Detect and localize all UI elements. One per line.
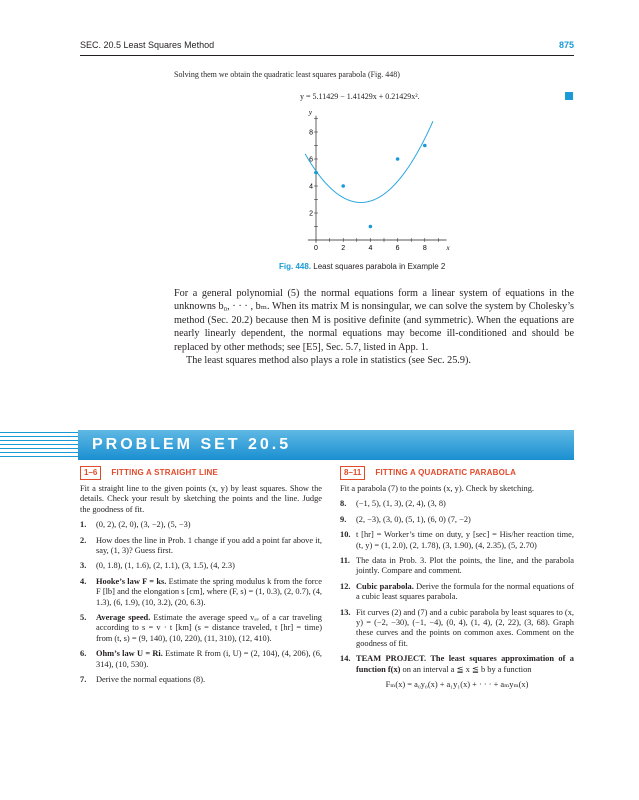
problem-text xyxy=(356,530,574,551)
problem-number: 7. xyxy=(80,675,87,685)
section-heading-title: FITTING A QUADRATIC PARABOLA xyxy=(375,467,517,477)
y-axis-label: y xyxy=(308,108,312,117)
page-number: 875 xyxy=(558,40,574,50)
problem-text xyxy=(356,499,574,509)
problem-body: t [hr] = Worker’s time on duty, y [sec] = His/her reaction time, (t, y) = (1, 2.0), (2, 1.78), (3, 1.90), (4, 2.35), (5, 2.70) xyxy=(356,530,574,550)
body-text xyxy=(174,287,574,367)
problem-text xyxy=(356,556,574,577)
problem-number: 1. xyxy=(80,520,87,530)
problem-text xyxy=(96,675,322,685)
problem-text xyxy=(356,515,574,525)
problem-number: 6. xyxy=(80,649,87,659)
problem-text xyxy=(96,613,322,644)
parabola-equation: y = 5.11429 − 1.41429x + 0.21429x². xyxy=(300,92,420,101)
figure-caption xyxy=(279,262,445,271)
y-tick-label: 4 xyxy=(309,183,313,191)
problem-number: 12. xyxy=(340,581,351,591)
problem-item xyxy=(340,608,574,650)
problem-body: Estimate the spring modulus k from the force F [lb] and the elongation s [cm], where (F, s) = (1, 0.3), (2, 0.7), (4, 1.3), (6, 1.9), (10, 3.2), (20, 6.3). xyxy=(96,576,322,607)
problem-body: Derive the formula for the normal equations of a cubic least squares parabola. xyxy=(356,581,574,602)
x-tick-label: 2 xyxy=(341,245,346,252)
problem-body: The data in Prob. 3. Plot the points, the line, and the parabola jointly. Compare and comment. xyxy=(356,556,574,576)
section-intro: Fit a parabola (7) to the points (x, y). Check by sketching. xyxy=(340,484,534,493)
data-point xyxy=(396,157,400,161)
problem-number: 14. xyxy=(340,654,351,664)
problem-body: (−1, 5), (1, 3), (2, 4), (3, 8) xyxy=(356,499,446,509)
x-tick-label: 8 xyxy=(422,245,427,252)
x-tick-label: 4 xyxy=(368,245,373,252)
problem-number: 5. xyxy=(80,613,87,623)
problem-item xyxy=(340,515,574,525)
problem-item xyxy=(80,520,322,530)
end-of-example-marker xyxy=(565,92,573,100)
problem-range: 1–6 xyxy=(80,466,101,480)
problem-text xyxy=(356,582,574,603)
problem-body: Estimate the average speed vₐᵥ of a car traveling according to s = v · t [km] (s = distance traveled, t [hr] = time) from (t, s) = (9, 140), (10, 220), (11, 310), (12, 410). xyxy=(96,613,322,643)
problem-number: 8. xyxy=(340,499,347,509)
x-tick-label: 6 xyxy=(395,245,400,252)
body-paragraph: The least squares method also plays a role in statistics (see Sec. 25.9). xyxy=(186,355,471,367)
problem-number: 2. xyxy=(80,535,87,545)
problem-bold-lead: Average speed. xyxy=(96,613,151,623)
problem-number: 9. xyxy=(340,514,347,524)
approximation-formula: Fₘ(x) = a₀y₀(x) + a₁y₁(x) + · · · + aₘyₘ(x) xyxy=(385,680,529,690)
problem-bold-lead: Hooke’s law F = ks. xyxy=(96,576,167,586)
section-heading xyxy=(80,466,322,480)
problem-body: Fit curves (2) and (7) and a cubic parabola by least squares to (x, y) = (−2, −30), (−1, −4), (0, 4), (1, 4), (2, 22), (3, 68). Graph these curves and the points on common axes. Comment on the goodness of fit. xyxy=(356,607,574,648)
y-tick-label: 6 xyxy=(309,156,313,164)
fitted-parabola-curve xyxy=(305,121,433,202)
header-rule xyxy=(80,55,574,56)
problem-bold-lead: Ohm’s law U = Ri. xyxy=(96,649,163,659)
problem-number: 4. xyxy=(80,576,87,586)
y-tick-label: 8 xyxy=(309,129,313,137)
problem-body: How does the line in Prob. 1 change if you add a point far above it, say, (1, 3)? Guess first. xyxy=(96,535,322,556)
problem-item xyxy=(340,499,574,509)
section-intro: Fit a straight line to the given points (x, y) by least squares. Show the details. Check your result by sketching the points and the line. Judge the goodness of fit. xyxy=(80,484,322,514)
section-heading xyxy=(340,466,574,480)
problem-bold-lead: TEAM PROJECT. The least squares approximation of a function f(x) xyxy=(356,654,574,674)
problem-text xyxy=(96,577,322,608)
data-point xyxy=(423,144,427,148)
problem-item xyxy=(340,556,574,577)
problem-body: Estimate R from (i, U) = (2, 104), (4, 206), (6, 314), (10, 530). xyxy=(96,649,322,669)
problem-range: 8–11 xyxy=(340,466,365,480)
problem-item xyxy=(340,582,574,603)
x-tick-label: 0 xyxy=(314,245,318,252)
problem-item xyxy=(80,561,322,571)
body-paragraph: For a general polynomial (5) the normal equations form a linear system of equations in the unknowns b₀, · · · , bₘ. When its matrix M is nonsingular, we can solve the system by Cholesky’s method (Sec. 20.2) because then M is positive definite (and symmetric). When the equations are nearly linearly dependent, the normal equations may become ill-conditioned and should be replaced by other methods; see [E5], Sec. 5.7, listed in App. 1. xyxy=(174,288,574,353)
right-column xyxy=(340,466,574,691)
data-point xyxy=(341,184,345,188)
problem-number: 3. xyxy=(80,561,87,571)
problem-text xyxy=(96,561,322,571)
section-heading-title: FITTING A STRAIGHT LINE xyxy=(111,467,219,477)
problem-number: 11. xyxy=(340,556,351,566)
problem-body: (0, 1.8), (1, 1.6), (2, 1.1), (3, 1.5), (4, 2.3) xyxy=(96,561,235,571)
x-axis-label: x xyxy=(446,244,450,252)
problem-text xyxy=(356,608,574,650)
problem-text xyxy=(96,649,322,670)
data-point xyxy=(314,171,318,175)
data-point xyxy=(369,225,373,229)
y-tick-label: 2 xyxy=(309,210,313,218)
problem-text xyxy=(96,520,322,530)
problem-item xyxy=(340,530,574,551)
running-header xyxy=(80,40,574,54)
problem-text xyxy=(356,654,574,675)
problem-item xyxy=(340,654,574,675)
problem-number: 10. xyxy=(340,530,351,540)
problem-item xyxy=(80,649,322,670)
intro-line: Solving them we obtain the quadratic least squares parabola (Fig. 448) xyxy=(174,70,400,79)
problem-set-title: PROBLEM SET 20.5 xyxy=(92,436,292,453)
problem-body: Derive the normal equations (8). xyxy=(96,675,206,685)
figure-label: Fig. 448. xyxy=(279,262,312,271)
problem-number: 13. xyxy=(340,607,351,617)
problem-body: on an interval a ≦ x ≦ b by a function xyxy=(400,664,532,674)
problem-bold-lead: Cubic parabola. xyxy=(356,581,414,591)
least-squares-figure xyxy=(280,108,450,258)
problem-text xyxy=(96,536,322,557)
problem-item xyxy=(80,675,322,685)
figure-caption-text: Least squares parabola in Example 2 xyxy=(313,262,446,271)
problem-body: (0, 2), (2, 0), (3, −2), (5, −3) xyxy=(96,520,191,530)
left-column xyxy=(80,466,322,691)
problem-item xyxy=(80,536,322,557)
section-title: SEC. 20.5 Least Squares Method xyxy=(80,40,215,50)
problem-item xyxy=(80,613,322,644)
problem-body: (2, −3), (3, 0), (5, 1), (6, 0) (7, −2) xyxy=(356,514,471,524)
problem-item xyxy=(80,577,322,608)
